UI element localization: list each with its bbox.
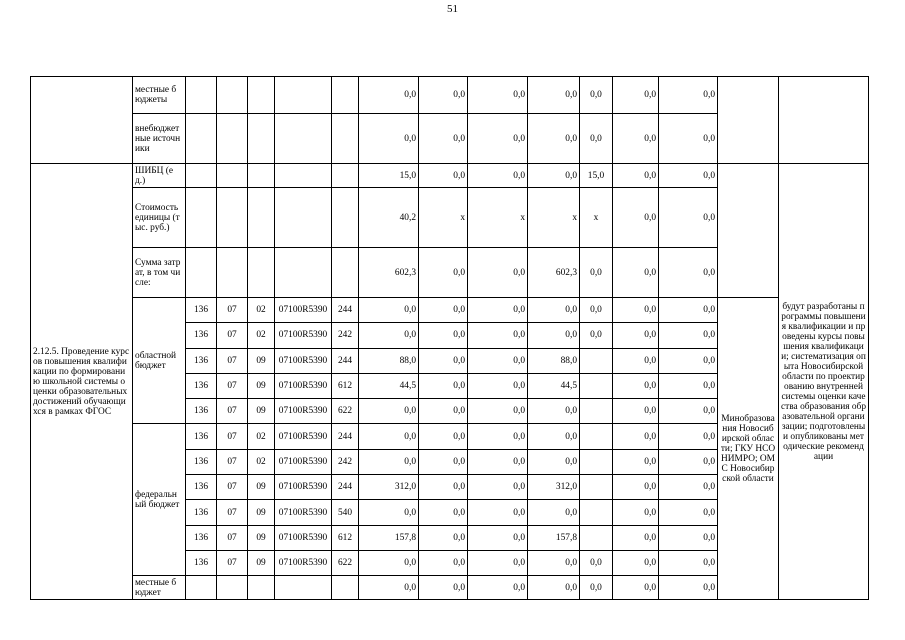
- value-cell: 0,0: [580, 298, 613, 323]
- code-cell: [332, 576, 359, 600]
- rz-code: 07: [217, 348, 248, 373]
- value-cell: 0,0: [528, 500, 580, 525]
- value-cell: 0,0: [419, 164, 468, 188]
- value-cell: x: [580, 188, 613, 248]
- rz-code: 07: [217, 525, 248, 550]
- grbs-code: 136: [186, 550, 217, 575]
- rz-code: 07: [217, 298, 248, 323]
- value-cell: 0,0: [419, 77, 468, 114]
- value-cell: 157,8: [359, 525, 419, 550]
- pr-code: 09: [248, 348, 275, 373]
- value-cell: [580, 348, 613, 373]
- csr-code: 07100R5390: [275, 500, 332, 525]
- csr-code: 07100R5390: [275, 399, 332, 424]
- value-cell: 0,0: [613, 188, 659, 248]
- value-cell: 0,0: [613, 424, 659, 449]
- value-cell: 0,0: [359, 576, 419, 600]
- table-row: [31, 164, 869, 188]
- code-cell: [248, 77, 275, 114]
- value-cell: 0,0: [659, 298, 718, 323]
- code-cell: [332, 164, 359, 188]
- value-cell: 0,0: [659, 248, 718, 298]
- value-cell: 88,0: [528, 348, 580, 373]
- value-cell: 0,0: [580, 248, 613, 298]
- value-cell: 0,0: [528, 77, 580, 114]
- csr-code: 07100R5390: [275, 298, 332, 323]
- value-cell: 0,0: [468, 248, 528, 298]
- code-cell: [248, 164, 275, 188]
- value-cell: 0,0: [659, 77, 718, 114]
- value-cell: 0,0: [419, 475, 468, 500]
- value-cell: 0,0: [468, 525, 528, 550]
- value-cell: 0,0: [613, 525, 659, 550]
- value-cell: 0,0: [580, 550, 613, 575]
- code-cell: [332, 248, 359, 298]
- pr-code: 02: [248, 449, 275, 474]
- value-cell: 0,0: [468, 114, 528, 164]
- value-cell: 0,0: [580, 114, 613, 164]
- value-cell: 0,0: [468, 164, 528, 188]
- vr-code: 540: [332, 500, 359, 525]
- grbs-code: 136: [186, 424, 217, 449]
- pr-code: 09: [248, 500, 275, 525]
- rz-code: 07: [217, 399, 248, 424]
- event-title: 2.12.5. Проведение курсов повышения квалификации по формированию школьной системы оценки образовательных достижений обучающихся в рамках ФГОС: [31, 164, 133, 600]
- value-cell: 0,0: [419, 248, 468, 298]
- value-cell: 0,0: [468, 550, 528, 575]
- value-cell: [580, 373, 613, 398]
- value-cell: 15,0: [580, 164, 613, 188]
- value-cell: 0,0: [528, 323, 580, 348]
- value-cell: 0,0: [419, 373, 468, 398]
- value-cell: [580, 525, 613, 550]
- value-cell: 0,0: [613, 475, 659, 500]
- event-result: будут разработаны программы повышения квалификации и проведены курсы повышения квалификации; систематизация опыта Новосибирской области по проектированию внутренней системы оценки качества образования образовательной организации; подготовлены и опубликованы методические рекомендации: [779, 164, 869, 600]
- value-cell: 0,0: [613, 323, 659, 348]
- value-cell: 0,0: [419, 500, 468, 525]
- value-cell: 0,0: [613, 500, 659, 525]
- code-cell: [217, 114, 248, 164]
- vr-code: 244: [332, 348, 359, 373]
- grbs-code: 136: [186, 399, 217, 424]
- value-cell: 44,5: [359, 373, 419, 398]
- value-cell: 0,0: [468, 77, 528, 114]
- grbs-code: 136: [186, 449, 217, 474]
- vr-code: 244: [332, 475, 359, 500]
- value-cell: 0,0: [359, 323, 419, 348]
- value-cell: 0,0: [419, 449, 468, 474]
- pr-code: 02: [248, 298, 275, 323]
- value-cell: 0,0: [359, 114, 419, 164]
- value-cell: 0,0: [580, 576, 613, 600]
- source-name: местные бюджеты: [133, 77, 186, 114]
- grbs-code: 136: [186, 298, 217, 323]
- value-cell: 0,0: [528, 550, 580, 575]
- vr-code: 612: [332, 525, 359, 550]
- pr-code: 09: [248, 475, 275, 500]
- value-cell: 0,0: [359, 550, 419, 575]
- indicator-name: Сумма затрат, в том числе:: [133, 248, 186, 298]
- value-cell: 0,0: [659, 164, 718, 188]
- value-cell: 0,0: [528, 114, 580, 164]
- code-cell: [217, 188, 248, 248]
- rz-code: 07: [217, 550, 248, 575]
- value-cell: 44,5: [528, 373, 580, 398]
- value-cell: 0,0: [613, 449, 659, 474]
- value-cell: 0,0: [659, 525, 718, 550]
- pr-code: 02: [248, 424, 275, 449]
- value-cell: 0,0: [528, 424, 580, 449]
- csr-code: 07100R5390: [275, 449, 332, 474]
- value-cell: 0,0: [419, 399, 468, 424]
- code-cell: [275, 188, 332, 248]
- rz-code: 07: [217, 424, 248, 449]
- table-row: [31, 298, 869, 323]
- vr-code: 244: [332, 424, 359, 449]
- rz-code: 07: [217, 449, 248, 474]
- indicator-name: Стоимость единицы (тыс. руб.): [133, 188, 186, 248]
- rz-code: 07: [217, 475, 248, 500]
- code-cell: [217, 576, 248, 600]
- grbs-code: 136: [186, 500, 217, 525]
- vr-code: 242: [332, 323, 359, 348]
- code-cell: [186, 164, 217, 188]
- vr-code: 244: [332, 298, 359, 323]
- prev-executor-cell: [718, 77, 779, 164]
- value-cell: 0,0: [468, 373, 528, 398]
- vr-code: 612: [332, 373, 359, 398]
- code-cell: [186, 576, 217, 600]
- csr-code: 07100R5390: [275, 373, 332, 398]
- csr-code: 07100R5390: [275, 525, 332, 550]
- grbs-code: 136: [186, 323, 217, 348]
- value-cell: 0,0: [468, 576, 528, 600]
- grbs-code: 136: [186, 525, 217, 550]
- code-cell: [275, 114, 332, 164]
- code-cell: [186, 188, 217, 248]
- value-cell: 0,0: [468, 449, 528, 474]
- code-cell: [217, 164, 248, 188]
- value-cell: [580, 424, 613, 449]
- csr-code: 07100R5390: [275, 348, 332, 373]
- value-cell: 0,0: [419, 424, 468, 449]
- pr-code: 09: [248, 550, 275, 575]
- code-cell: [248, 114, 275, 164]
- value-cell: 0,0: [613, 348, 659, 373]
- value-cell: 0,0: [528, 298, 580, 323]
- value-cell: 0,0: [659, 399, 718, 424]
- code-cell: [332, 114, 359, 164]
- value-cell: 0,0: [359, 77, 419, 114]
- value-cell: 0,0: [528, 449, 580, 474]
- indicator-name: ШИБЦ (ед.): [133, 164, 186, 188]
- prev-event-cell: [31, 77, 133, 164]
- grbs-code: 136: [186, 373, 217, 398]
- vr-code: 622: [332, 399, 359, 424]
- rz-code: 07: [217, 500, 248, 525]
- code-cell: [217, 77, 248, 114]
- value-cell: 0,0: [419, 348, 468, 373]
- value-cell: 0,0: [359, 500, 419, 525]
- value-cell: 0,0: [659, 424, 718, 449]
- value-cell: 0,0: [659, 373, 718, 398]
- code-cell: [248, 248, 275, 298]
- value-cell: 312,0: [528, 475, 580, 500]
- value-cell: 0,0: [528, 576, 580, 600]
- code-cell: [275, 164, 332, 188]
- value-cell: 0,0: [419, 298, 468, 323]
- value-cell: 0,0: [468, 348, 528, 373]
- code-cell: [186, 77, 217, 114]
- value-cell: 0,0: [659, 188, 718, 248]
- value-cell: 0,0: [468, 323, 528, 348]
- value-cell: x: [468, 188, 528, 248]
- value-cell: [580, 500, 613, 525]
- code-cell: [248, 188, 275, 248]
- value-cell: 88,0: [359, 348, 419, 373]
- value-cell: 0,0: [359, 449, 419, 474]
- value-cell: 0,0: [659, 348, 718, 373]
- budget-source-name: федеральный бюджет: [133, 424, 186, 576]
- value-cell: [580, 475, 613, 500]
- value-cell: 602,3: [528, 248, 580, 298]
- value-cell: 0,0: [528, 399, 580, 424]
- code-cell: [186, 248, 217, 298]
- code-cell: [332, 188, 359, 248]
- code-cell: [275, 248, 332, 298]
- code-cell: [275, 576, 332, 600]
- code-cell: [332, 77, 359, 114]
- value-cell: 0,0: [468, 298, 528, 323]
- value-cell: 157,8: [528, 525, 580, 550]
- source-name: внебюджетные источники: [133, 114, 186, 164]
- grbs-code: 136: [186, 348, 217, 373]
- value-cell: 0,0: [528, 164, 580, 188]
- code-cell: [217, 248, 248, 298]
- table-row: [31, 77, 869, 114]
- value-cell: 312,0: [359, 475, 419, 500]
- value-cell: 0,0: [419, 114, 468, 164]
- value-cell: 0,0: [359, 298, 419, 323]
- value-cell: 0,0: [419, 550, 468, 575]
- rz-code: 07: [217, 323, 248, 348]
- budget-table: [30, 76, 869, 600]
- value-cell: 0,0: [613, 373, 659, 398]
- value-cell: 0,0: [659, 323, 718, 348]
- prev-result-cell: [779, 77, 869, 164]
- value-cell: 0,0: [659, 500, 718, 525]
- value-cell: 0,0: [659, 576, 718, 600]
- value-cell: 0,0: [613, 77, 659, 114]
- value-cell: 0,0: [613, 550, 659, 575]
- pr-code: 09: [248, 399, 275, 424]
- pr-code: 02: [248, 323, 275, 348]
- pr-code: 09: [248, 373, 275, 398]
- value-cell: 0,0: [359, 424, 419, 449]
- value-cell: 0,0: [468, 500, 528, 525]
- value-cell: 0,0: [613, 164, 659, 188]
- value-cell: 0,0: [468, 399, 528, 424]
- page-number: 51: [447, 3, 458, 15]
- value-cell: 0,0: [468, 475, 528, 500]
- value-cell: x: [528, 188, 580, 248]
- value-cell: 0,0: [359, 399, 419, 424]
- value-cell: 0,0: [580, 323, 613, 348]
- csr-code: 07100R5390: [275, 475, 332, 500]
- value-cell: 0,0: [659, 550, 718, 575]
- csr-code: 07100R5390: [275, 323, 332, 348]
- budget-source-name: областной бюджет: [133, 298, 186, 424]
- event-executor: Минобразования Новосибирской области; ГКУ НСО НИМРО; ОМС Новосибирской области: [718, 298, 779, 600]
- value-cell: 0,0: [613, 576, 659, 600]
- pr-code: 09: [248, 525, 275, 550]
- value-cell: 0,0: [468, 424, 528, 449]
- value-cell: [580, 399, 613, 424]
- value-cell: 0,0: [419, 576, 468, 600]
- grbs-code: 136: [186, 475, 217, 500]
- value-cell: 15,0: [359, 164, 419, 188]
- csr-code: 07100R5390: [275, 550, 332, 575]
- source-name: местные бюджет: [133, 576, 186, 600]
- executor-empty-cell: [718, 164, 779, 298]
- value-cell: 0,0: [613, 114, 659, 164]
- value-cell: 0,0: [613, 248, 659, 298]
- value-cell: 0,0: [419, 323, 468, 348]
- value-cell: 0,0: [659, 449, 718, 474]
- value-cell: 602,3: [359, 248, 419, 298]
- value-cell: 0,0: [659, 475, 718, 500]
- code-cell: [275, 77, 332, 114]
- value-cell: 0,0: [659, 114, 718, 164]
- value-cell: 40,2: [359, 188, 419, 248]
- rz-code: 07: [217, 373, 248, 398]
- value-cell: 0,0: [613, 298, 659, 323]
- value-cell: 0,0: [580, 77, 613, 114]
- code-cell: [248, 576, 275, 600]
- value-cell: 0,0: [613, 399, 659, 424]
- value-cell: x: [419, 188, 468, 248]
- value-cell: 0,0: [419, 525, 468, 550]
- csr-code: 07100R5390: [275, 424, 332, 449]
- vr-code: 242: [332, 449, 359, 474]
- code-cell: [186, 114, 217, 164]
- value-cell: [580, 449, 613, 474]
- vr-code: 622: [332, 550, 359, 575]
